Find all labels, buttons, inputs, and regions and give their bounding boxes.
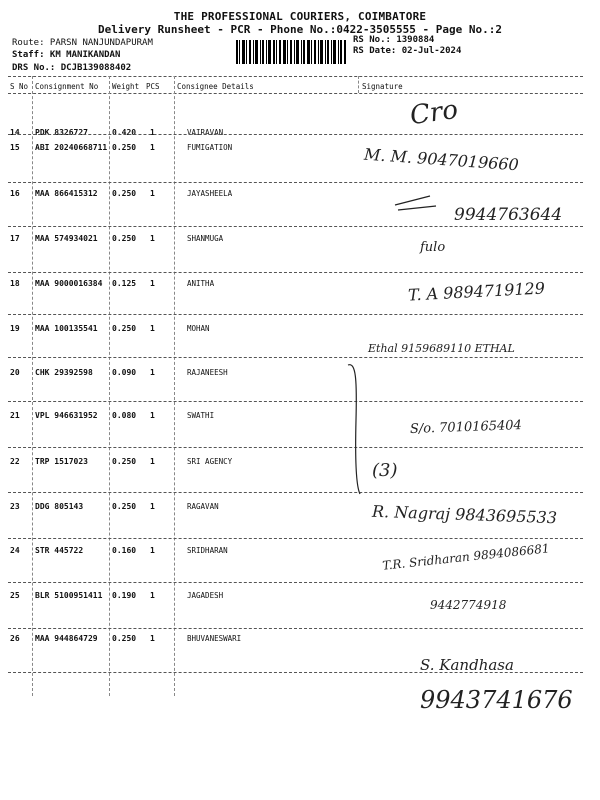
rs-date: RS Date: 02-Jul-2024 bbox=[353, 46, 462, 56]
row-weight: 0.190 bbox=[112, 591, 137, 600]
column-header-pcs: PCS bbox=[146, 82, 160, 91]
row-sno: 26 bbox=[10, 634, 20, 643]
column-header-weight: Weight bbox=[112, 82, 140, 91]
row-sno: 20 bbox=[10, 368, 20, 377]
column-header-signature: Signature bbox=[362, 82, 403, 91]
row-weight: 0.250 bbox=[112, 234, 137, 243]
row-pcs: 1 bbox=[150, 234, 155, 243]
row-consignee: JAYASHEELA bbox=[187, 189, 233, 198]
row-consignee: RAGAVAN bbox=[187, 502, 219, 511]
row-pcs: 1 bbox=[150, 143, 155, 152]
signature-scribble: S/o. 7010165404 bbox=[409, 418, 523, 437]
row-consignment: MAA 866415312 bbox=[35, 189, 98, 198]
row-weight: 0.125 bbox=[112, 279, 137, 288]
row-consignment: BLR 5100951411 bbox=[35, 591, 103, 600]
row-weight: 0.160 bbox=[112, 546, 137, 555]
row-pcs: 1 bbox=[150, 546, 155, 555]
row-pcs: 1 bbox=[150, 457, 155, 466]
row-weight: 0.250 bbox=[112, 457, 137, 466]
row-consignment: MAA 100135541 bbox=[35, 324, 98, 333]
signature-scribble: S. Kandhasa bbox=[420, 656, 514, 674]
row-weight: 0.250 bbox=[112, 634, 137, 643]
row-consignment: ABI 20240668711 bbox=[35, 143, 108, 152]
row-weight: 0.090 bbox=[112, 368, 137, 377]
company-title: THE PROFESSIONAL COURIERS, COIMBATORE bbox=[173, 10, 427, 23]
column-header-consignment: Consignment No bbox=[35, 82, 99, 91]
row-consignment: MAA 574934021 bbox=[35, 234, 98, 243]
row-sno: 15 bbox=[10, 143, 20, 152]
row-sno: 21 bbox=[10, 411, 20, 420]
row-consignment: DDG 805143 bbox=[35, 502, 84, 511]
signature-scribble: Ethal 9159689110 ETHAL bbox=[368, 342, 515, 355]
signature-scribble: T. A 9894719129 bbox=[407, 278, 546, 305]
row-sno: 18 bbox=[10, 279, 20, 288]
staff-label: Staff: KM MANIKANDAN bbox=[12, 50, 121, 60]
row-pcs: 1 bbox=[150, 189, 155, 198]
row-consignee: MOHAN bbox=[187, 324, 210, 333]
row-sno: 17 bbox=[10, 234, 20, 243]
row-sno: 16 bbox=[10, 189, 20, 198]
row-weight: 0.420 bbox=[112, 128, 137, 137]
signature-scribble: R. Nagraj 9843695533 bbox=[371, 501, 558, 528]
signature-scribble: T.R. Sridharan 9894086681 bbox=[381, 541, 551, 573]
route-label: Route: PARSN NANJUNDAPURAM bbox=[12, 38, 153, 48]
row-consignee: JAGADESH bbox=[187, 591, 224, 600]
row-sno: 19 bbox=[10, 324, 20, 333]
signature-scribble: (3) bbox=[372, 460, 398, 481]
signature-scribble: 9442774918 bbox=[430, 598, 507, 612]
row-pcs: 1 bbox=[150, 279, 155, 288]
row-pcs: 1 bbox=[150, 128, 155, 137]
row-consignee: SHANMUGA bbox=[187, 234, 224, 243]
row-consignee: SWATHI bbox=[187, 411, 215, 420]
row-sno: 22 bbox=[10, 457, 20, 466]
row-weight: 0.250 bbox=[112, 143, 137, 152]
row-consignment: VPL 946631952 bbox=[35, 411, 98, 420]
row-sno: 14 bbox=[10, 128, 20, 137]
drs-number: DRS No.: DCJB139088402 bbox=[12, 63, 132, 73]
rs-number: RS No.: 1390884 bbox=[353, 35, 435, 45]
row-consignment: STR 445722 bbox=[35, 546, 84, 555]
row-consignment: CHK 29392598 bbox=[35, 368, 93, 377]
row-pcs: 1 bbox=[150, 591, 155, 600]
scribble-stroke bbox=[395, 196, 436, 210]
row-pcs: 1 bbox=[150, 324, 155, 333]
row-weight: 0.250 bbox=[112, 189, 137, 198]
row-consignee: VAIRAVAN bbox=[187, 128, 224, 137]
row-pcs: 1 bbox=[150, 368, 155, 377]
row-sno: 25 bbox=[10, 591, 20, 600]
row-consignee: BHUVANESWARI bbox=[187, 634, 242, 643]
signature-scribble: 9944763644 bbox=[454, 205, 563, 225]
row-consignment: MAA 9000016384 bbox=[35, 279, 103, 288]
signature-scribble: fulo bbox=[420, 240, 446, 255]
runsheet-subtitle: Delivery Runsheet - PCR - Phone No.:0422-3505555 - Page No.:2 bbox=[98, 23, 502, 36]
row-pcs: 1 bbox=[150, 411, 155, 420]
row-consignment: MAA 944864729 bbox=[35, 634, 98, 643]
row-consignee: ANITHA bbox=[187, 279, 215, 288]
row-consignee: SRI AGENCY bbox=[187, 457, 233, 466]
row-weight: 0.080 bbox=[112, 411, 137, 420]
row-pcs: 1 bbox=[150, 634, 155, 643]
row-consignee: SRIDHARAN bbox=[187, 546, 228, 555]
column-header-consignee: Consignee Details bbox=[177, 82, 254, 91]
row-weight: 0.250 bbox=[112, 502, 137, 511]
row-consignment: PDK 8326727 bbox=[35, 128, 88, 137]
signature-scribble: M. M. 9047019660 bbox=[363, 144, 520, 175]
bracket-stroke bbox=[348, 365, 360, 494]
row-consignee: FUMIGATION bbox=[187, 143, 233, 152]
column-header-sno: S No bbox=[10, 82, 29, 91]
row-consignee: RAJANEESH bbox=[187, 368, 228, 377]
row-sno: 23 bbox=[10, 502, 20, 511]
row-sno: 24 bbox=[10, 546, 20, 555]
signature-scribble: 9943741676 bbox=[420, 686, 573, 714]
row-pcs: 1 bbox=[150, 502, 155, 511]
row-consignment: TRP 1517023 bbox=[35, 457, 88, 466]
row-weight: 0.250 bbox=[112, 324, 137, 333]
signature-scribble: Cro bbox=[408, 94, 460, 132]
